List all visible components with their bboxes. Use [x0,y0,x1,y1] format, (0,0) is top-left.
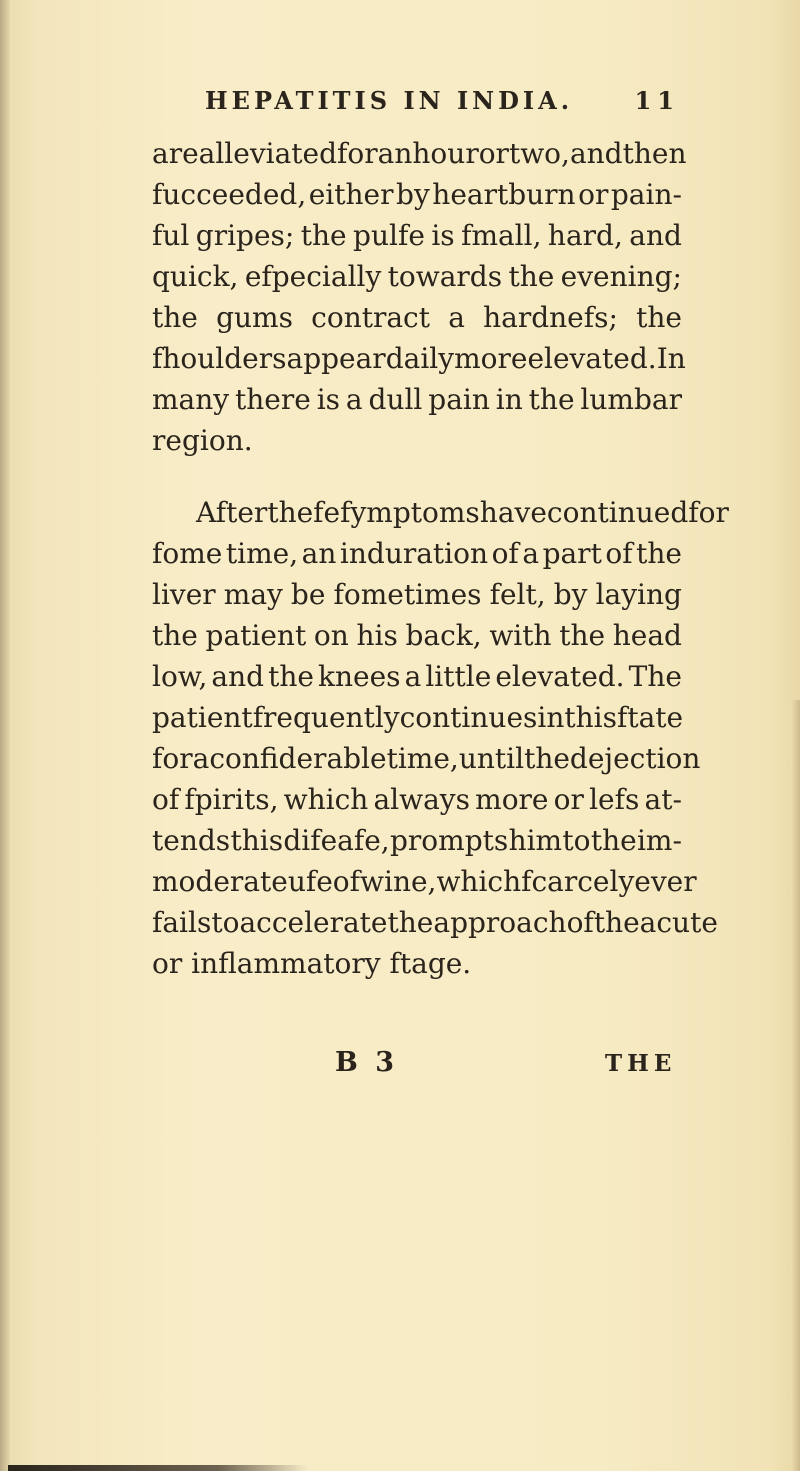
text-line: fucceeded, either by heartburn or pain- [152,178,682,211]
running-head-title: HEPATITIS IN INDIA. [205,86,574,115]
body-text [152,133,729,984]
paragraph-1 [152,133,687,461]
text-line: low, and the knees a little elevated. The [152,660,682,693]
page-bottom-edge [8,1465,308,1471]
text-line: patient frequently continues in this ftate [152,701,684,734]
text-line: are alleviated for an hour or two, and then [152,137,687,170]
text-line: or inflammatory ftage. [152,947,472,980]
text-line: moderate ufe of wine, which fcarcely ever [152,865,697,898]
text-line: liver may be fometimes felt, by laying [152,578,682,611]
text-line: fails to accelerate the approach of the acute [152,906,718,939]
text-line: After thefe fymptoms have continued for [196,496,729,529]
text-line: for a confiderable time, until the dejection [152,742,701,775]
page-binding-shadow [0,0,10,1471]
paragraph-2 [152,492,729,984]
text-line: ful gripes; the pulfe is fmall, hard, and [152,219,682,252]
paragraph-spacer [152,461,682,492]
text-line: many there is a dull pain in the lumbar [152,383,682,416]
signature-mark: B 3 [335,1047,399,1078]
page-edge-shadow [790,700,800,1471]
text-line: the gums contract a hardnefs; the [152,301,682,334]
text-line: of fpirits, which always more or lefs at- [152,783,682,816]
text-line: quick, efpecially towards the evening; [152,260,682,293]
text-line: fhoulders appear daily more elevated. In [152,342,686,375]
text-line: the patient on his back, with the head [152,619,682,652]
page-number: 11 [634,86,680,115]
catchword: THE [605,1050,677,1077]
text-line: fome time, an induration of a part of the [152,537,682,570]
text-line: tends this difeafe, prompts him to the im- [152,824,682,857]
text-line: region. [152,424,253,457]
